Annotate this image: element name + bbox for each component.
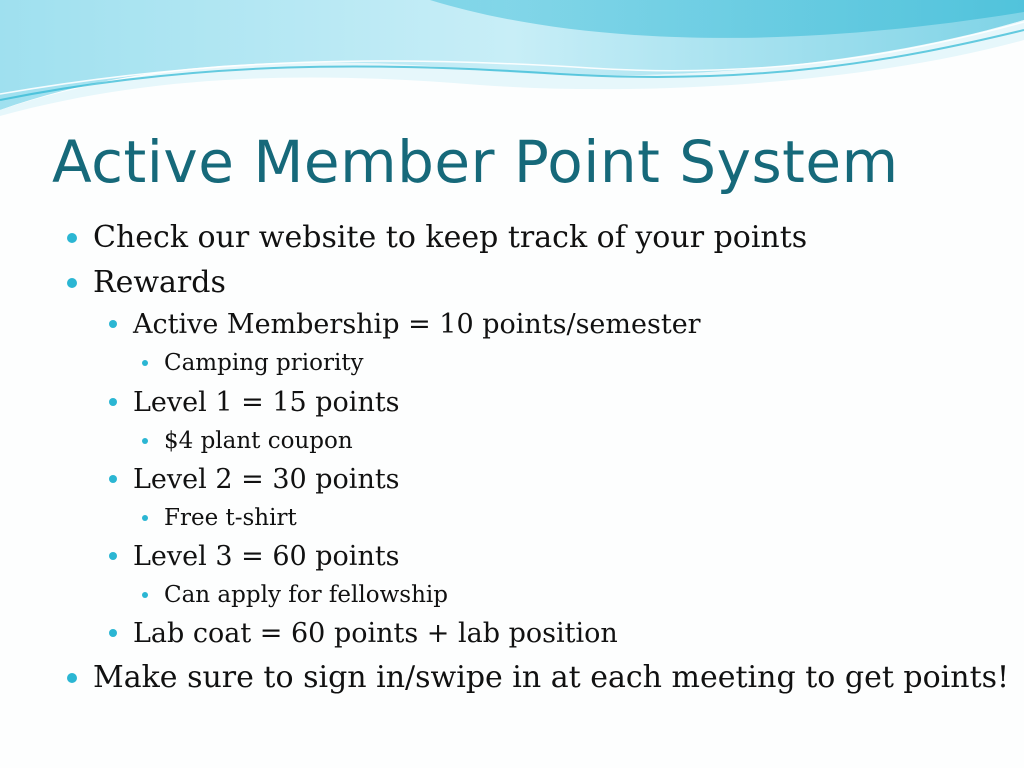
bullet-text: Level 1 = 15 points	[133, 387, 400, 418]
bullet-item	[93, 660, 1009, 695]
bullet-dot-icon	[142, 592, 148, 598]
bullet-dot-icon	[109, 320, 117, 328]
bullet-dot-icon	[142, 438, 148, 444]
bullet-text: Lab coat = 60 points + lab position	[133, 618, 618, 649]
bullet-item	[93, 220, 807, 255]
bullet-text: Check our website to keep track of your points	[93, 220, 808, 255]
bullet-item	[164, 505, 297, 531]
bullet-text: Camping priority	[164, 350, 364, 376]
bullet-text: $4 plant coupon	[164, 428, 353, 454]
bullet-dot-icon	[142, 360, 148, 366]
bullet-text: Level 2 = 30 points	[133, 464, 400, 495]
bullet-text: Active Membership = 10 points/semester	[133, 309, 701, 340]
slide-title: Active Member Point System	[52, 128, 899, 196]
bullet-dot-icon	[109, 398, 117, 406]
bullet-text: Level 3 = 60 points	[133, 541, 400, 572]
bullet-dot-icon	[67, 233, 77, 243]
bullet-text: Free t-shirt	[164, 505, 297, 531]
bullet-dot-icon	[67, 673, 77, 683]
bullet-item	[164, 582, 448, 608]
bullet-item	[164, 350, 364, 376]
bullet-item	[133, 309, 701, 340]
bullet-dot-icon	[109, 629, 117, 637]
bullet-dot-icon	[109, 475, 117, 483]
bullet-item	[133, 387, 400, 418]
bullet-item	[164, 428, 353, 454]
bullet-text: Make sure to sign in/swipe in at each meeting to get points!	[93, 660, 1010, 695]
bullet-item	[133, 541, 400, 572]
bullet-item	[133, 618, 618, 649]
bullet-item	[93, 265, 226, 300]
header-wave-decoration	[0, 0, 1024, 130]
bullet-dot-icon	[142, 515, 148, 521]
bullet-text: Rewards	[93, 265, 226, 300]
bullet-dot-icon	[67, 278, 77, 288]
bullet-dot-icon	[109, 552, 117, 560]
bullet-text: Can apply for fellowship	[164, 582, 448, 608]
bullet-item	[133, 464, 400, 495]
